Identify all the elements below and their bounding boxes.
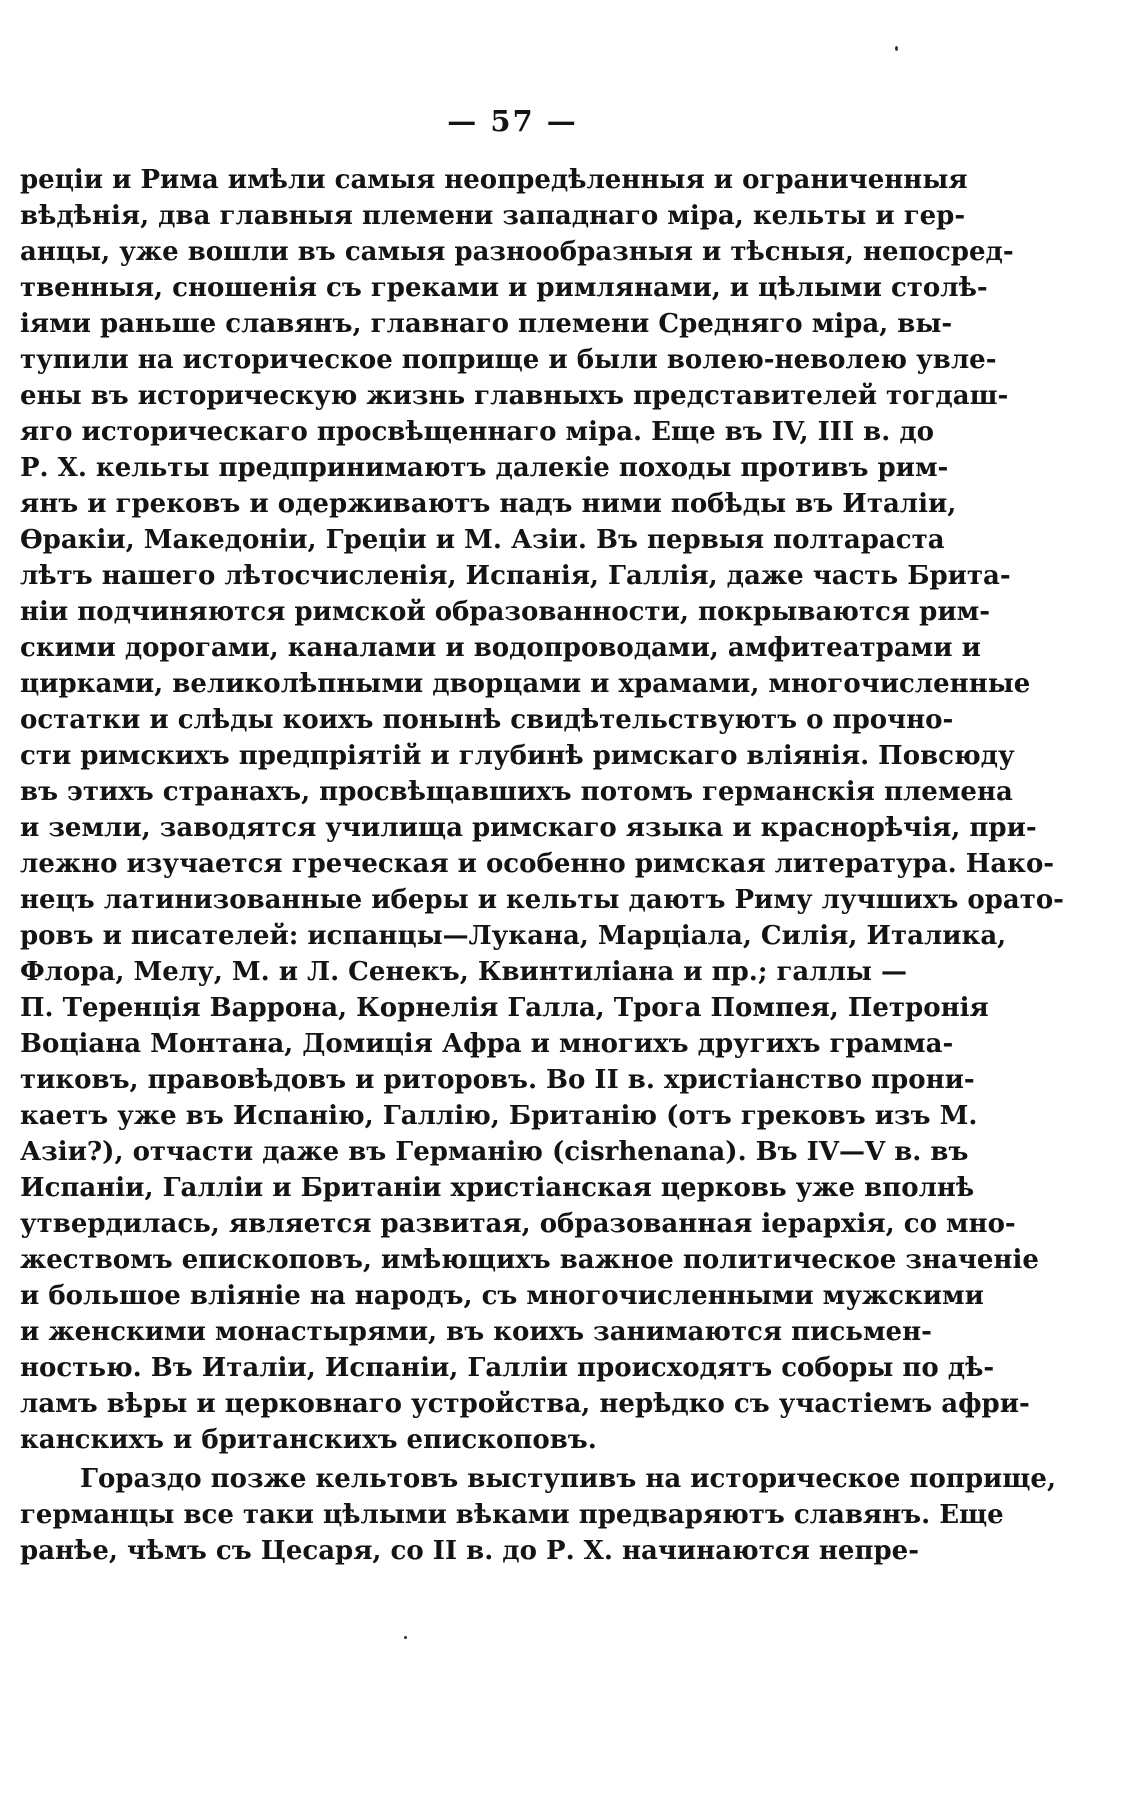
text-line: ровъ и писателей: испанцы—Лукана, Марціала, Силія, Италика, [20,921,1007,951]
text-line: канскихъ и британскихъ епископовъ. [20,1425,597,1455]
print-speck [404,1636,407,1639]
text-line: германцы все таки цѣлыми вѣками предваряютъ славянъ. Еще [20,1500,1004,1530]
text-line: тупили на историческое поприще и были волею-неволею увле- [20,345,997,375]
text-line: Флора, Мелу, М. и Л. Сенекъ, Квинтиліана и пр.; галлы — [20,957,908,987]
text-line: реціи и Рима имѣли самыя неопредѣленныя и ограниченныя [20,165,968,195]
text-line: П. Теренція Варрона, Корнелія Галла, Трога Помпея, Петронія [20,993,989,1023]
text-line: Азіи?), отчасти даже въ Германію (cisrhenana). Въ IV—V в. въ [20,1137,969,1167]
text-line: янъ и грековъ и одерживаютъ надъ ними побѣды въ Италіи, [20,489,957,519]
text-line: Воціана Монтана, Домиція Афра и многихъ другихъ грамма- [20,1029,954,1059]
text-line: и женскими монастырями, въ коихъ занимаются письмен- [20,1317,932,1347]
page-number: — 57 — [447,104,578,138]
text-line: ранѣе, чѣмъ съ Цесаря, со II в. до Р. Х. начинаются непре- [20,1536,920,1566]
text-line: въ этихъ странахъ, просвѣщавшихъ потомъ германскія племена [20,777,1013,807]
text-line: лѣтъ нашего лѣтосчисленія, Испанія, Галлія, даже часть Брита- [20,561,1011,591]
text-line: остатки и слѣды коихъ понынѣ свидѣтельствуютъ о прочно- [20,705,954,735]
text-line: скими дорогами, каналами и водопроводами, амфитеатрами и [20,633,981,663]
text-line: ены въ историческую жизнь главныхъ представителей тогдаш- [20,381,1009,411]
text-line: Испаніи, Галліи и Британіи христіанская церковь уже вполнѣ [20,1173,975,1203]
text-line: Р. Х. кельты предпринимаютъ далекіе походы противъ рим- [20,453,949,483]
text-line: яго историческаго просвѣщеннаго міра. Еще въ IV, III в. до [20,417,935,447]
text-line: Гораздо позже кельтовъ выступивъ на историческое поприще, [80,1464,1057,1494]
text-line: ніи подчиняются римской образованности, покрываются рим- [20,597,990,627]
text-line: сти римскихъ предпріятій и глубинѣ римскаго вліянія. Повсюду [20,741,1015,771]
text-line: анцы, уже вошли въ самыя разнообразныя и тѣсныя, непосред- [20,237,1014,267]
text-line: Ѳракіи, Македоніи, Греціи и М. Азіи. Въ первыя полтараста [20,525,945,555]
text-line: утвердилась, является развитая, образованная іерархія, со мно- [20,1209,1016,1239]
text-line: іями раньше славянъ, главнаго племени Средняго міра, вы- [20,309,953,339]
text-line: жествомъ епископовъ, имѣющихъ важное политическое значеніе [20,1245,1039,1275]
text-line: ламъ вѣры и церковнаго устройства, нерѣдко съ участіемъ афри- [20,1389,1030,1419]
text-line: лежно изучается греческая и особенно римская литература. Нако- [20,849,1055,879]
print-speck [895,46,898,51]
text-line: вѣдѣнія, два главныя племени западнаго міра, кельты и гер- [20,201,966,231]
text-line: каетъ уже въ Испанію, Галлію, Британію (отъ грековъ изъ М. [20,1101,978,1131]
text-line: нецъ латинизованные иберы и кельты даютъ Риму лучшихъ орато- [20,885,1064,915]
text-line: и земли, заводятся училища римскаго языка и краснорѣчія, при- [20,813,1037,843]
text-line: и большое вліяніе на народъ, съ многочисленными мужскими [20,1281,984,1311]
text-line: цирками, великолѣпными дворцами и храмами, многочисленные [20,669,1031,699]
text-line: тиковъ, правовѣдовъ и риторовъ. Во II в. христіанство прони- [20,1065,975,1095]
text-line: твенныя, сношенія съ греками и римлянами, и цѣлыми столѣ- [20,273,988,303]
text-line: ностью. Въ Италіи, Испаніи, Галліи происходятъ соборы по дѣ- [20,1353,995,1383]
